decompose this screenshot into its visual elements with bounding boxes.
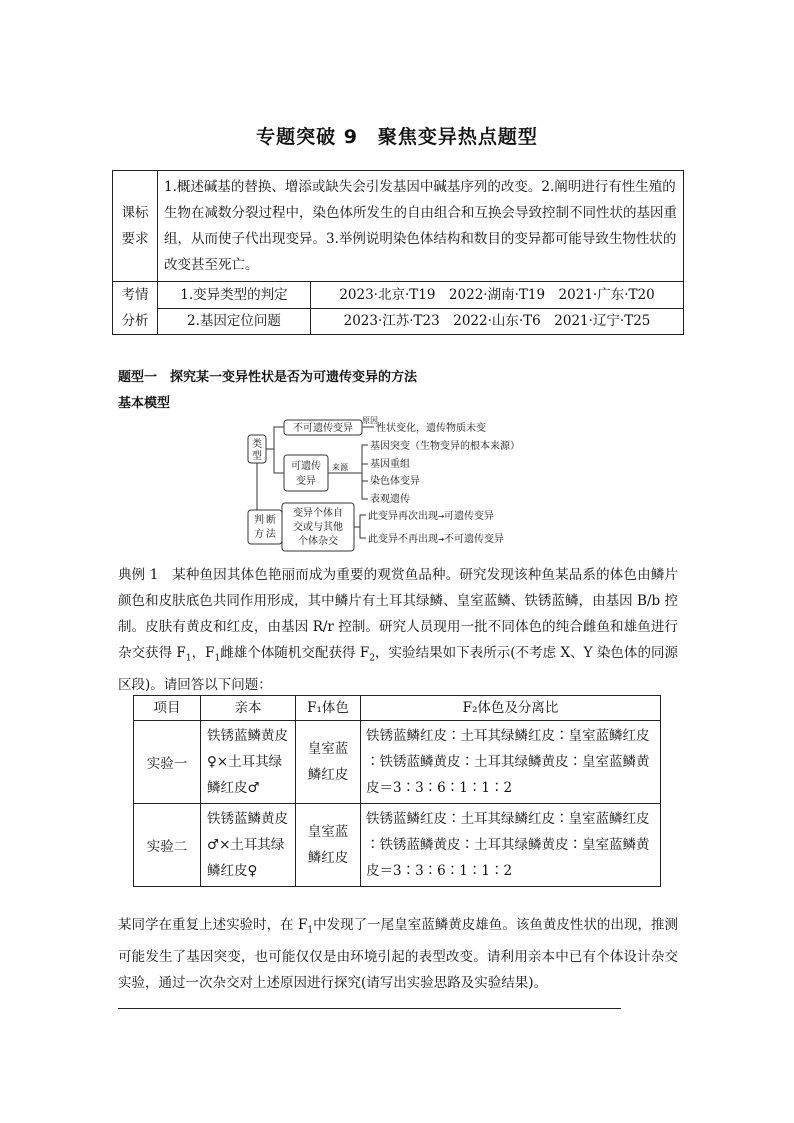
judge-char-3: 方 xyxy=(254,529,264,540)
row1-item: 实验一 xyxy=(134,721,201,804)
standard-label xyxy=(113,171,158,282)
outcome-branch-lines xyxy=(354,515,366,538)
row2-item: 实验二 xyxy=(134,804,201,887)
exam-topic-1: 1.变异类型的判定 xyxy=(158,282,311,309)
source-3: 染色体变异 xyxy=(370,476,420,487)
example-sub-1: 1 xyxy=(185,653,192,664)
cross-line3: 个体杂交 xyxy=(298,536,338,547)
judge-char-2: 断 xyxy=(266,515,276,526)
standards-table xyxy=(112,170,684,335)
row2-parents: 铁锈蓝鳞黄皮♂×土耳其绿鳞红皮♀ xyxy=(201,804,296,887)
header-parents: 亲本 xyxy=(201,696,296,721)
type-char-1: 类 xyxy=(252,439,262,450)
exam-topic-2: 2.基因定位问题 xyxy=(158,308,311,335)
nonheritable-desc: 性状变化，遗传物质未变 xyxy=(376,423,486,434)
row2-f1: 皇室蓝鳞红皮 xyxy=(296,804,361,887)
row1-f2: 铁锈蓝鳞红皮∶土耳其绿鳞红皮∶皇室蓝鳞红皮∶铁锈蓝鳞黄皮∶土耳其绿鳞黄皮∶皇室蓝鳞黄皮＝3∶3∶6∶1∶1∶2 xyxy=(361,721,661,804)
standard-text: 1.概述碱基的替换、增添或缺失会引发基因中碱基序列的改变。2.阐明进行有性生殖的生物在减数分裂过程中，染色体所发生的自由组合和互换会导致控制不同性状的基因重组，从而使子代出现变异。3.举例说明染色体结构和数目的变异都可能导致生物性状的改变甚至死亡。 xyxy=(158,171,684,282)
outcome-yes: 此变异再次出现→可遗传变异 xyxy=(368,511,495,522)
exam-refs-1: 2023·北京·T19 2022·湖南·T19 2021·广东·T20 xyxy=(311,282,684,309)
example-text-3: 雌雄个体随机交配获得 F xyxy=(220,645,370,661)
answer-line[interactable] xyxy=(118,1008,621,1009)
page-title: 专题突破 9 聚焦变异热点题型 xyxy=(256,126,538,148)
standard-label-line2: 要求 xyxy=(121,231,149,247)
outcome-no: 此变异不再出现→不可遗传变异 xyxy=(368,534,505,545)
exam-label-line2: 分析 xyxy=(121,313,149,329)
example-text-4: ，实验结果如下表所示(不考虑 X、Y 染色体的同源区段)。请回答以下问题： xyxy=(118,645,678,693)
heritable-line1: 可遗传 xyxy=(291,461,321,472)
judge-char-1: 判 xyxy=(254,515,264,526)
label-source: 来源 xyxy=(332,463,348,472)
label-cause: 原因 xyxy=(362,416,378,425)
example-sub-2: 1 xyxy=(214,653,221,664)
judge-char-4: 法 xyxy=(266,529,276,540)
example-text-1: 典例 1 某种鱼因其体色艳丽而成为重要的观赏鱼品种。研究发现该种鱼某品系的体色由鳞片颜色和皮肤底色共同作用形成，其中鳞片有土耳其绿鳞、皇室蓝鳞、铁锈蓝鳞，由基因 B/b 控制。皮肤有黄皮和红皮，由基因 R/r 控制。研究人员现用一批不同体色的纯合雌鱼和雄鱼进行杂交获得 F xyxy=(118,567,678,661)
type-branch-lines xyxy=(266,427,284,473)
table-row xyxy=(134,721,661,804)
standard-label-line1: 课标 xyxy=(121,205,149,221)
row1-parents: 铁锈蓝鳞黄皮♀×土耳其绿鳞红皮♂ xyxy=(201,721,296,804)
table-row xyxy=(134,804,661,887)
question-sub: 1 xyxy=(307,925,314,936)
nonheritable-text: 不可遗传变异 xyxy=(293,423,353,434)
source-branch-lines xyxy=(328,445,368,499)
model-diagram xyxy=(240,415,560,555)
question-text xyxy=(118,912,678,996)
example-intro xyxy=(118,562,678,698)
exam-refs-2: 2023·江苏·T23 2022·山东·T6 2021·辽宁·T25 xyxy=(311,308,684,335)
header-item: 项目 xyxy=(134,696,201,721)
experiment-table xyxy=(133,695,661,887)
cross-line2: 交或与其他 xyxy=(293,522,343,533)
example-text-2: ，F xyxy=(191,645,215,661)
heritable-line2: 变异 xyxy=(296,476,316,487)
section-heading-1: 题型一 探究某一变异性状是否为可遗传变异的方法 xyxy=(118,370,418,385)
header-f2: F₂体色及分离比 xyxy=(361,696,661,721)
section-heading-2: 基本模型 xyxy=(118,396,171,411)
cross-line1: 变异个体自 xyxy=(293,508,343,519)
source-1: 基因突变（生物变异的根本来源） xyxy=(370,441,520,452)
type-char-2: 型 xyxy=(252,451,262,462)
row2-f2: 铁锈蓝鳞红皮∶土耳其绿鳞红皮∶皇室蓝鳞红皮∶铁锈蓝鳞黄皮∶土耳其绿鳞黄皮∶皇室蓝鳞黄皮＝3∶3∶6∶1∶1∶2 xyxy=(361,804,661,887)
exam-label-line1: 考情 xyxy=(121,287,149,303)
exam-label xyxy=(113,282,158,335)
source-2: 基因重组 xyxy=(370,459,410,470)
question-text-2: 中发现了一尾皇室蓝鳞黄皮雄鱼。该鱼黄皮性状的出现，推测可能发生了基因突变，也可能仅仅是由环境引起的表型改变。请利用亲本中已有个体设计杂交实验，通过一次杂交对上述原因进行探究(请写出实验思路及实验结果)。 xyxy=(118,917,678,991)
example-sub-3: 2 xyxy=(369,653,375,664)
question-text-1: 某同学在重复上述实验时，在 F xyxy=(118,917,308,933)
row1-f1: 皇室蓝鳞红皮 xyxy=(296,721,361,804)
source-4: 表观遗传 xyxy=(370,494,410,505)
header-f1: F₁体色 xyxy=(296,696,361,721)
